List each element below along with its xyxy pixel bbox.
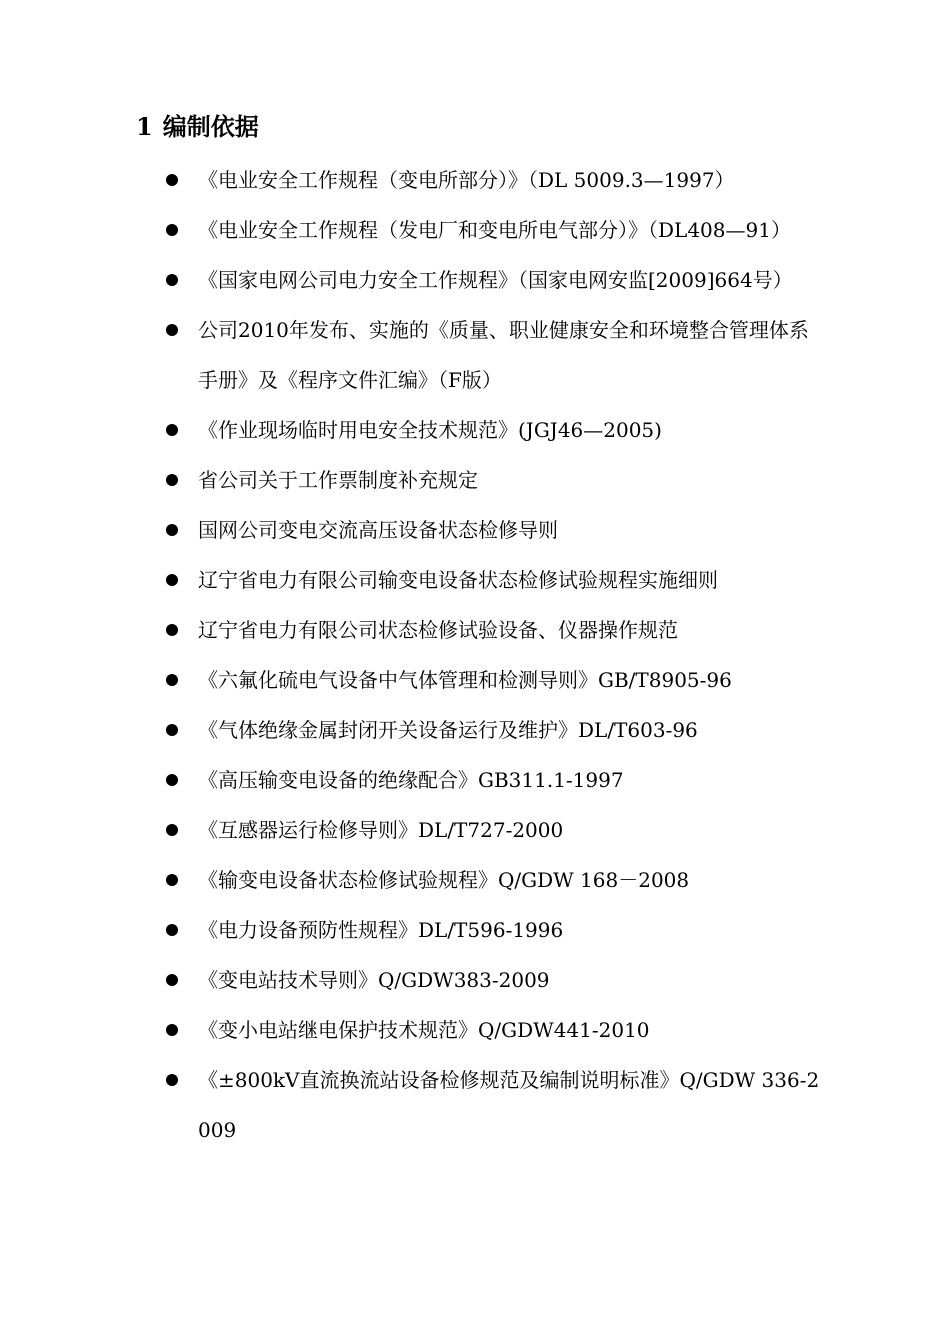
reference-text: 辽宁省电力有限公司输变电设备状态检修试验规程实施细则 <box>198 568 718 592</box>
reference-text: 辽宁省电力有限公司状态检修试验设备、仪器操作规范 <box>198 618 678 642</box>
reference-item <box>0 605 824 655</box>
reference-item <box>0 955 824 1005</box>
reference-text: 《国家电网公司电力安全工作规程》（国家电网安监[2009]664号） <box>198 268 793 292</box>
reference-text: 《作业现场临时用电安全技术规范》(JGJ46—2005) <box>198 418 662 442</box>
bullet-icon <box>166 274 178 286</box>
reference-item <box>0 205 824 255</box>
reference-text: 国网公司变电交流高压设备状态检修导则 <box>198 518 558 542</box>
bullet-icon <box>166 474 178 486</box>
bullet-icon <box>166 624 178 636</box>
reference-list <box>0 155 950 1155</box>
bullet-icon <box>166 424 178 436</box>
reference-item <box>0 805 824 855</box>
reference-item <box>0 755 824 805</box>
reference-text: 《高压输变电设备的绝缘配合》GB311.1-1997 <box>198 768 624 792</box>
reference-text: 《输变电设备状态检修试验规程》Q/GDW 168－2008 <box>198 868 690 892</box>
reference-text: 《电业安全工作规程（变电所部分）》（DL 5009.3—1997） <box>198 168 735 192</box>
bullet-icon <box>166 1024 178 1036</box>
reference-item <box>0 305 824 405</box>
reference-item <box>0 455 824 505</box>
reference-text: 《六氟化硫电气设备中气体管理和检测导则》GB/T8905-96 <box>198 668 732 692</box>
reference-item <box>0 655 824 705</box>
reference-text: 《互感器运行检修导则》DL/T727-2000 <box>198 818 564 842</box>
bullet-icon <box>166 524 178 536</box>
section-number: 1 <box>136 112 153 141</box>
reference-item <box>0 555 824 605</box>
bullet-icon <box>166 324 178 336</box>
reference-text: 省公司关于工作票制度补充规定 <box>198 468 478 492</box>
section-heading <box>136 110 259 144</box>
bullet-icon <box>166 574 178 586</box>
bullet-icon <box>166 824 178 836</box>
bullet-icon <box>166 924 178 936</box>
reference-item <box>0 705 824 755</box>
reference-text: 《变小电站继电保护技术规范》Q/GDW441-2010 <box>198 1018 650 1042</box>
bullet-icon <box>166 724 178 736</box>
section-title: 编制依据 <box>162 112 259 141</box>
bullet-icon <box>166 974 178 986</box>
reference-text: 《±800kV直流换流站设备检修规范及编制说明标准》Q/GDW 336-2009 <box>198 1068 820 1142</box>
reference-item <box>0 405 824 455</box>
bullet-icon <box>166 774 178 786</box>
reference-item <box>0 1055 824 1155</box>
reference-item <box>0 255 824 305</box>
reference-item <box>0 155 824 205</box>
reference-item <box>0 905 824 955</box>
reference-text: 《电业安全工作规程（发电厂和变电所电气部分）》（DL408—91） <box>198 218 791 242</box>
reference-text: 公司2010年发布、实施的《质量、职业健康安全和环境整合管理体系手册》及《程序文件汇编》（F版） <box>198 318 809 392</box>
reference-item <box>0 1005 824 1055</box>
bullet-icon <box>166 224 178 236</box>
bullet-icon <box>166 174 178 186</box>
reference-text: 《电力设备预防性规程》DL/T596-1996 <box>198 918 564 942</box>
reference-text: 《气体绝缘金属封闭开关设备运行及维护》DL/T603-96 <box>198 718 698 742</box>
bullet-icon <box>166 1074 178 1086</box>
reference-item <box>0 505 824 555</box>
bullet-icon <box>166 874 178 886</box>
reference-text: 《变电站技术导则》Q/GDW383-2009 <box>198 968 550 992</box>
reference-item <box>0 855 824 905</box>
bullet-icon <box>166 674 178 686</box>
